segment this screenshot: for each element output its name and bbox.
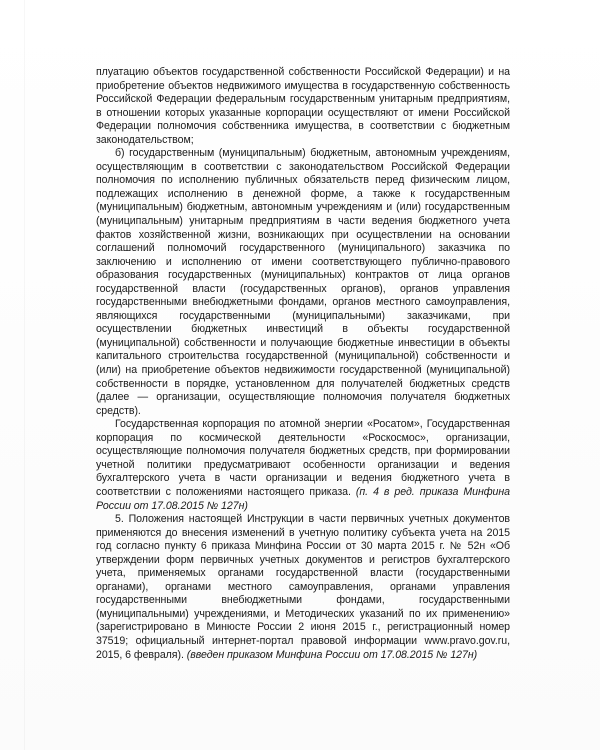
paragraph-item-b xyxy=(96,147,510,418)
paragraph-text: Государственная корпорация по атомной энергии «Росатом», Государственная корпорация по космической деятельности «Роскосмос», организации, осуществляющие полномочия получателя бюджетных средств, при формировании учетной политики предусматривают особенности организации и ведения бухгалтерского учета в части организации и ведения бюджетного учета в соответствии с положениями настоящего приказа. xyxy=(96,418,510,498)
paragraph-corporations xyxy=(96,418,510,513)
amendment-note: (п. 4 в ред. приказа Минфина России от 17.08.2015 № 127н) xyxy=(96,485,510,512)
document-body xyxy=(96,66,510,662)
page-edge-shadow xyxy=(24,0,25,750)
amendment-note: (введен приказом Минфина России от 17.08.2015 № 127н) xyxy=(186,648,478,661)
paragraph-text: б) государственным (муниципальным) бюджетным, автономным учреждениям, осуществляющим в соответствии с законодательством Российской Федерации полномочия по исполнению публичных обязательств перед физическим лицом, подлежащих исполнению в денежной форме, а также к государственным (муниципальным) бюджетным, автономным учреждениям и (или) государственным (муниципальным) унитарным предприятиям в части ведения бюджетного учета фактов хозяйственной жизни, возникающих при осуществлении на основании соглашений полномочий государственного (муниципального) заказчика по заключению и исполнению от имени соответствующего публично-правового образования государственных (муниципальных) контрактов от лица органов государственной власти (государственных органов), органов управления государственными внебюджетными фондами, органов местного самоуправления, являющихся государственными (муниципальными) заказчиками, при осуществлении бюджетных инвестиций в объекты государственной (муниципальной) собственности и получающие бюджетные инвестиции в объекты капитального строительства государственной (муниципальной) собственности и (или) на приобретение объектов недвижимости государственной (муниципальной) собственности в порядке, установленном для получателей бюджетных средств (далее — организации, осуществляющие полномочия получателя бюджетных средств). xyxy=(96,147,510,417)
paragraph-text: 5. Положения настоящей Инструкции в части первичных учетных документов применяются до внесения изменений в учетную политику субъекта учета на 2015 год согласно пункту 6 приказа Минфина России от 30 марта 2015 г. № 52н «Об утверждении форм первичных учетных документов и регистров бухгалтерского учета, применяемых органами государственной власти (государственными органами), органами местного самоуправления, органами управления государственными внебюджетными фондами, государственными (муниципальными) учреждениями, и Методических указаний по их применению» (зарегистрировано в Минюсте России 2 июня 2015 г., регистрационный номер 37519; официальный интернет-портал правовой информации www.pravo.gov.ru, 2015, 6 февраля). xyxy=(96,513,510,661)
paragraph-continuation xyxy=(96,66,510,147)
paragraph-item-5 xyxy=(96,513,510,662)
paragraph-text: плуатацию объектов государственной собственности Российской Федерации) и на приобретение объектов недвижимого имущества в государственную собственность Российской Федерации федеральным государственным унитарным предприятиям, в отношении которых указанные корпорации осуществляют от имени Российской Федерации полномочия собственника имущества, в соответствии с бюджетным законодательством; xyxy=(96,66,510,146)
